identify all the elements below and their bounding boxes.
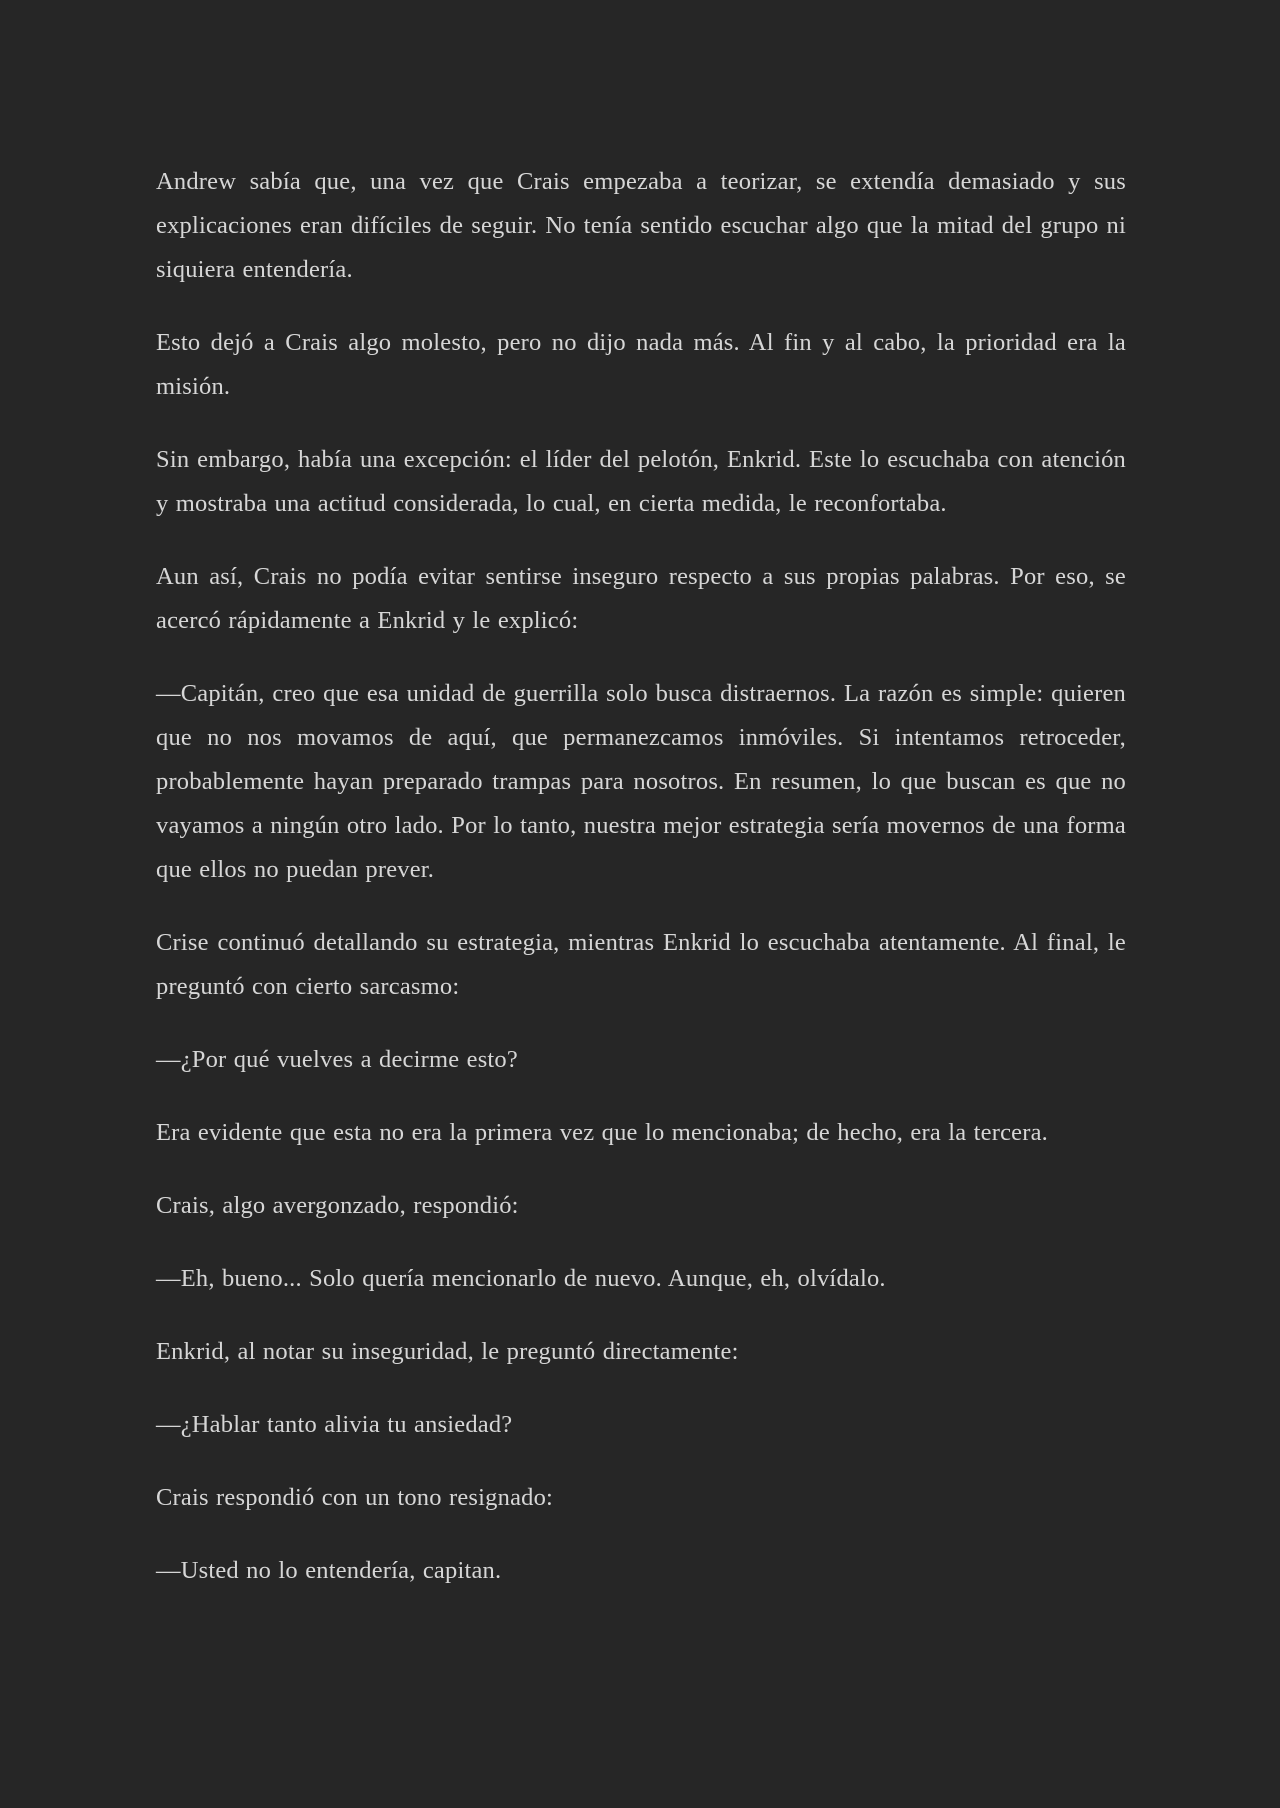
- paragraph: Crise continuó detallando su estrategia, mientras Enkrid lo escuchaba atentamente. Al final, le preguntó con cierto sarcasmo:: [156, 929, 1126, 1000]
- paragraph: Crais, algo avergonzado, respondió:: [156, 1192, 519, 1219]
- paragraph: Esto dejó a Crais algo molesto, pero no dijo nada más. Al fin y al cabo, la prioridad era la misión.: [156, 329, 1126, 400]
- paragraph: —Usted no lo entendería, capitan.: [156, 1557, 502, 1584]
- paragraph: Era evidente que esta no era la primera vez que lo mencionaba; de hecho, era la tercera.: [156, 1119, 1048, 1146]
- paragraph: Sin embargo, había una excepción: el líder del pelotón, Enkrid. Este lo escuchaba con atención y mostraba una actitud considerada, lo cual, en cierta medida, le reconfortaba.: [156, 446, 1126, 517]
- paragraph: Enkrid, al notar su inseguridad, le preguntó directamente:: [156, 1338, 739, 1365]
- paragraph: —Capitán, creo que esa unidad de guerrilla solo busca distraernos. La razón es simple: quieren que no nos movamos de aquí, que permanezcamos inmóviles. Si intentamos retroceder, probablemente hayan preparado trampas para nosotros. En resumen, lo que buscan es que no vayamos a ningún otro lado. Por lo tanto, nuestra mejor estrategia sería movernos de una forma que ellos no puedan prever.: [156, 680, 1126, 883]
- paragraph: —¿Por qué vuelves a decirme esto?: [156, 1046, 518, 1073]
- paragraph: Crais respondió con un tono resignado:: [156, 1484, 554, 1511]
- paragraph: Aun así, Crais no podía evitar sentirse inseguro respecto a sus propias palabras. Por eso, se acercó rápidamente a Enkrid y le explicó:: [156, 563, 1126, 634]
- paragraph: —¿Hablar tanto alivia tu ansiedad?: [156, 1411, 513, 1438]
- paragraph: —Eh, bueno... Solo quería mencionarlo de nuevo. Aunque, eh, olvídalo.: [156, 1265, 886, 1292]
- paragraph: Andrew sabía que, una vez que Crais empezaba a teorizar, se extendía demasiado y sus explicaciones eran difíciles de seguir. No tenía sentido escuchar algo que la mitad del grupo ni siquiera entendería.: [156, 168, 1126, 283]
